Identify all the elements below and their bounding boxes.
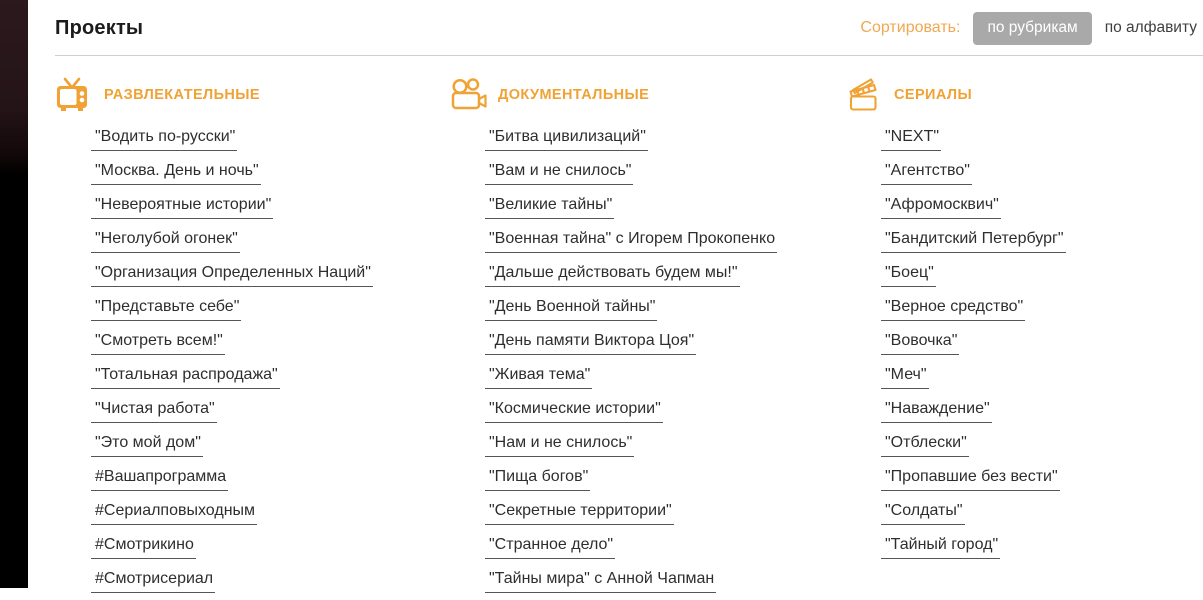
project-list-item <box>95 158 449 192</box>
project-list-item <box>489 362 845 396</box>
project-list-item <box>95 260 449 294</box>
project-link[interactable]: "Пропавшие без вести" <box>881 464 1060 491</box>
project-link[interactable]: "Вовочка" <box>881 328 959 355</box>
section-title: СЕРИАЛЫ <box>894 87 973 103</box>
project-link[interactable]: "Битва цивилизаций" <box>485 124 648 151</box>
project-list-item <box>489 498 845 532</box>
topbar <box>28 0 1203 47</box>
project-link[interactable]: "Странное дело" <box>485 532 615 559</box>
sort-by-category-button[interactable]: по рубрикам <box>973 12 1091 45</box>
project-link[interactable]: "Верное средство" <box>881 294 1025 321</box>
project-link[interactable]: "Это мой дом" <box>91 430 203 457</box>
project-list-series <box>885 124 1203 566</box>
project-list-item <box>489 260 845 294</box>
project-link[interactable]: "Представьте себе" <box>91 294 241 321</box>
page-title: Проекты <box>55 16 144 39</box>
movie-camera-icon <box>449 77 489 113</box>
project-link[interactable]: "Вам и не снилось" <box>485 158 633 185</box>
project-link[interactable]: "Смотреть всем!" <box>91 328 225 355</box>
section-entertainment <box>55 77 449 600</box>
project-link[interactable]: "Наваждение" <box>881 396 992 423</box>
section-title: РАЗВЛЕКАТЕЛЬНЫЕ <box>104 87 260 103</box>
project-link[interactable]: "Пища богов" <box>485 464 590 491</box>
project-list-item <box>885 158 1203 192</box>
project-list-item <box>489 294 845 328</box>
projects-columns <box>55 77 1203 600</box>
page-background-strip <box>0 0 28 588</box>
section-header-documentary <box>449 77 845 113</box>
project-list-item <box>885 362 1203 396</box>
project-link[interactable]: "Афромосквич" <box>881 192 1001 219</box>
project-link[interactable]: #Смотрисериал <box>91 566 215 593</box>
project-link[interactable]: "Военная тайна" с Игорем Прокопенко <box>485 226 777 253</box>
project-list-item <box>489 226 845 260</box>
project-list-item <box>885 430 1203 464</box>
project-list-item <box>95 294 449 328</box>
project-link[interactable]: "Великие тайны" <box>485 192 614 219</box>
project-list-item <box>885 124 1203 158</box>
sort-by-alphabet-button[interactable]: по алфавиту <box>1105 12 1197 45</box>
section-title: ДОКУМЕНТАЛЬНЫЕ <box>498 87 650 103</box>
section-series <box>845 77 1203 600</box>
project-list-item <box>885 192 1203 226</box>
project-list-item <box>489 158 845 192</box>
project-link[interactable]: "Чистая работа" <box>91 396 217 423</box>
project-link[interactable]: #Вашапрограмма <box>91 464 228 491</box>
clapperboard-icon <box>845 77 885 113</box>
project-list-item <box>489 430 845 464</box>
project-list-item <box>95 226 449 260</box>
project-list-item <box>95 430 449 464</box>
project-link[interactable]: "NEXT" <box>881 124 941 151</box>
project-link[interactable]: "Бандитский Петербург" <box>881 226 1066 253</box>
project-link[interactable]: "Солдаты" <box>881 498 965 525</box>
project-list-item <box>885 260 1203 294</box>
project-link[interactable]: "День Военной тайны" <box>485 294 657 321</box>
project-link[interactable]: "Дальше действовать будем мы!" <box>485 260 740 287</box>
sort-controls <box>860 12 1197 45</box>
project-link[interactable]: "Неголубой огонек" <box>91 226 240 253</box>
project-list-item <box>489 532 845 566</box>
project-link[interactable]: #Смотрикино <box>91 532 196 559</box>
project-list-item <box>95 566 449 600</box>
project-link[interactable]: "Тайный город" <box>881 532 1000 559</box>
project-list-item <box>95 464 449 498</box>
project-list-item <box>885 396 1203 430</box>
project-list-item <box>885 464 1203 498</box>
tv-icon <box>55 77 95 113</box>
project-link[interactable]: "Организация Определенных Наций" <box>91 260 373 287</box>
project-link[interactable]: "Секретные территории" <box>485 498 674 525</box>
project-link[interactable]: "Тайны мира" с Анной Чапман <box>485 566 716 593</box>
project-list-item <box>489 396 845 430</box>
project-list-item <box>489 464 845 498</box>
project-link[interactable]: "Живая тема" <box>485 362 592 389</box>
project-link[interactable]: "День памяти Виктора Цоя" <box>485 328 696 355</box>
projects-page <box>28 0 1203 588</box>
project-link[interactable]: "Москва. День и ночь" <box>91 158 261 185</box>
project-link[interactable]: #Сериалповыходным <box>91 498 257 525</box>
section-header-entertainment <box>55 77 449 113</box>
project-link[interactable]: "Космические истории" <box>485 396 663 423</box>
project-link[interactable]: "Агентство" <box>881 158 972 185</box>
project-link[interactable]: "Невероятные истории" <box>91 192 273 219</box>
project-list-item <box>95 362 449 396</box>
project-list-documentary <box>489 124 845 600</box>
project-link[interactable]: "Тотальная распродажа" <box>91 362 280 389</box>
section-documentary <box>449 77 845 600</box>
project-list-item <box>95 124 449 158</box>
project-link[interactable]: "Отблески" <box>881 430 969 457</box>
project-link[interactable]: "Боец" <box>881 260 936 287</box>
project-list-item <box>489 566 845 600</box>
project-list-item <box>95 498 449 532</box>
sort-label: Сортировать: <box>860 19 961 36</box>
project-list-item <box>885 532 1203 566</box>
project-link[interactable]: "Водить по-русски" <box>91 124 237 151</box>
project-list-item <box>489 124 845 158</box>
project-list-item <box>885 226 1203 260</box>
project-list-item <box>95 396 449 430</box>
project-list-item <box>885 498 1203 532</box>
project-list-item <box>95 192 449 226</box>
project-list-item <box>95 328 449 362</box>
project-link[interactable]: "Меч" <box>881 362 929 389</box>
project-list-entertainment <box>95 124 449 600</box>
project-list-item <box>95 532 449 566</box>
project-list-item <box>885 328 1203 362</box>
project-list-item <box>885 294 1203 328</box>
section-header-series <box>845 77 1203 113</box>
project-link[interactable]: "Нам и не снилось" <box>485 430 634 457</box>
project-list-item <box>489 328 845 362</box>
project-list-item <box>489 192 845 226</box>
title-divider <box>55 55 1203 56</box>
